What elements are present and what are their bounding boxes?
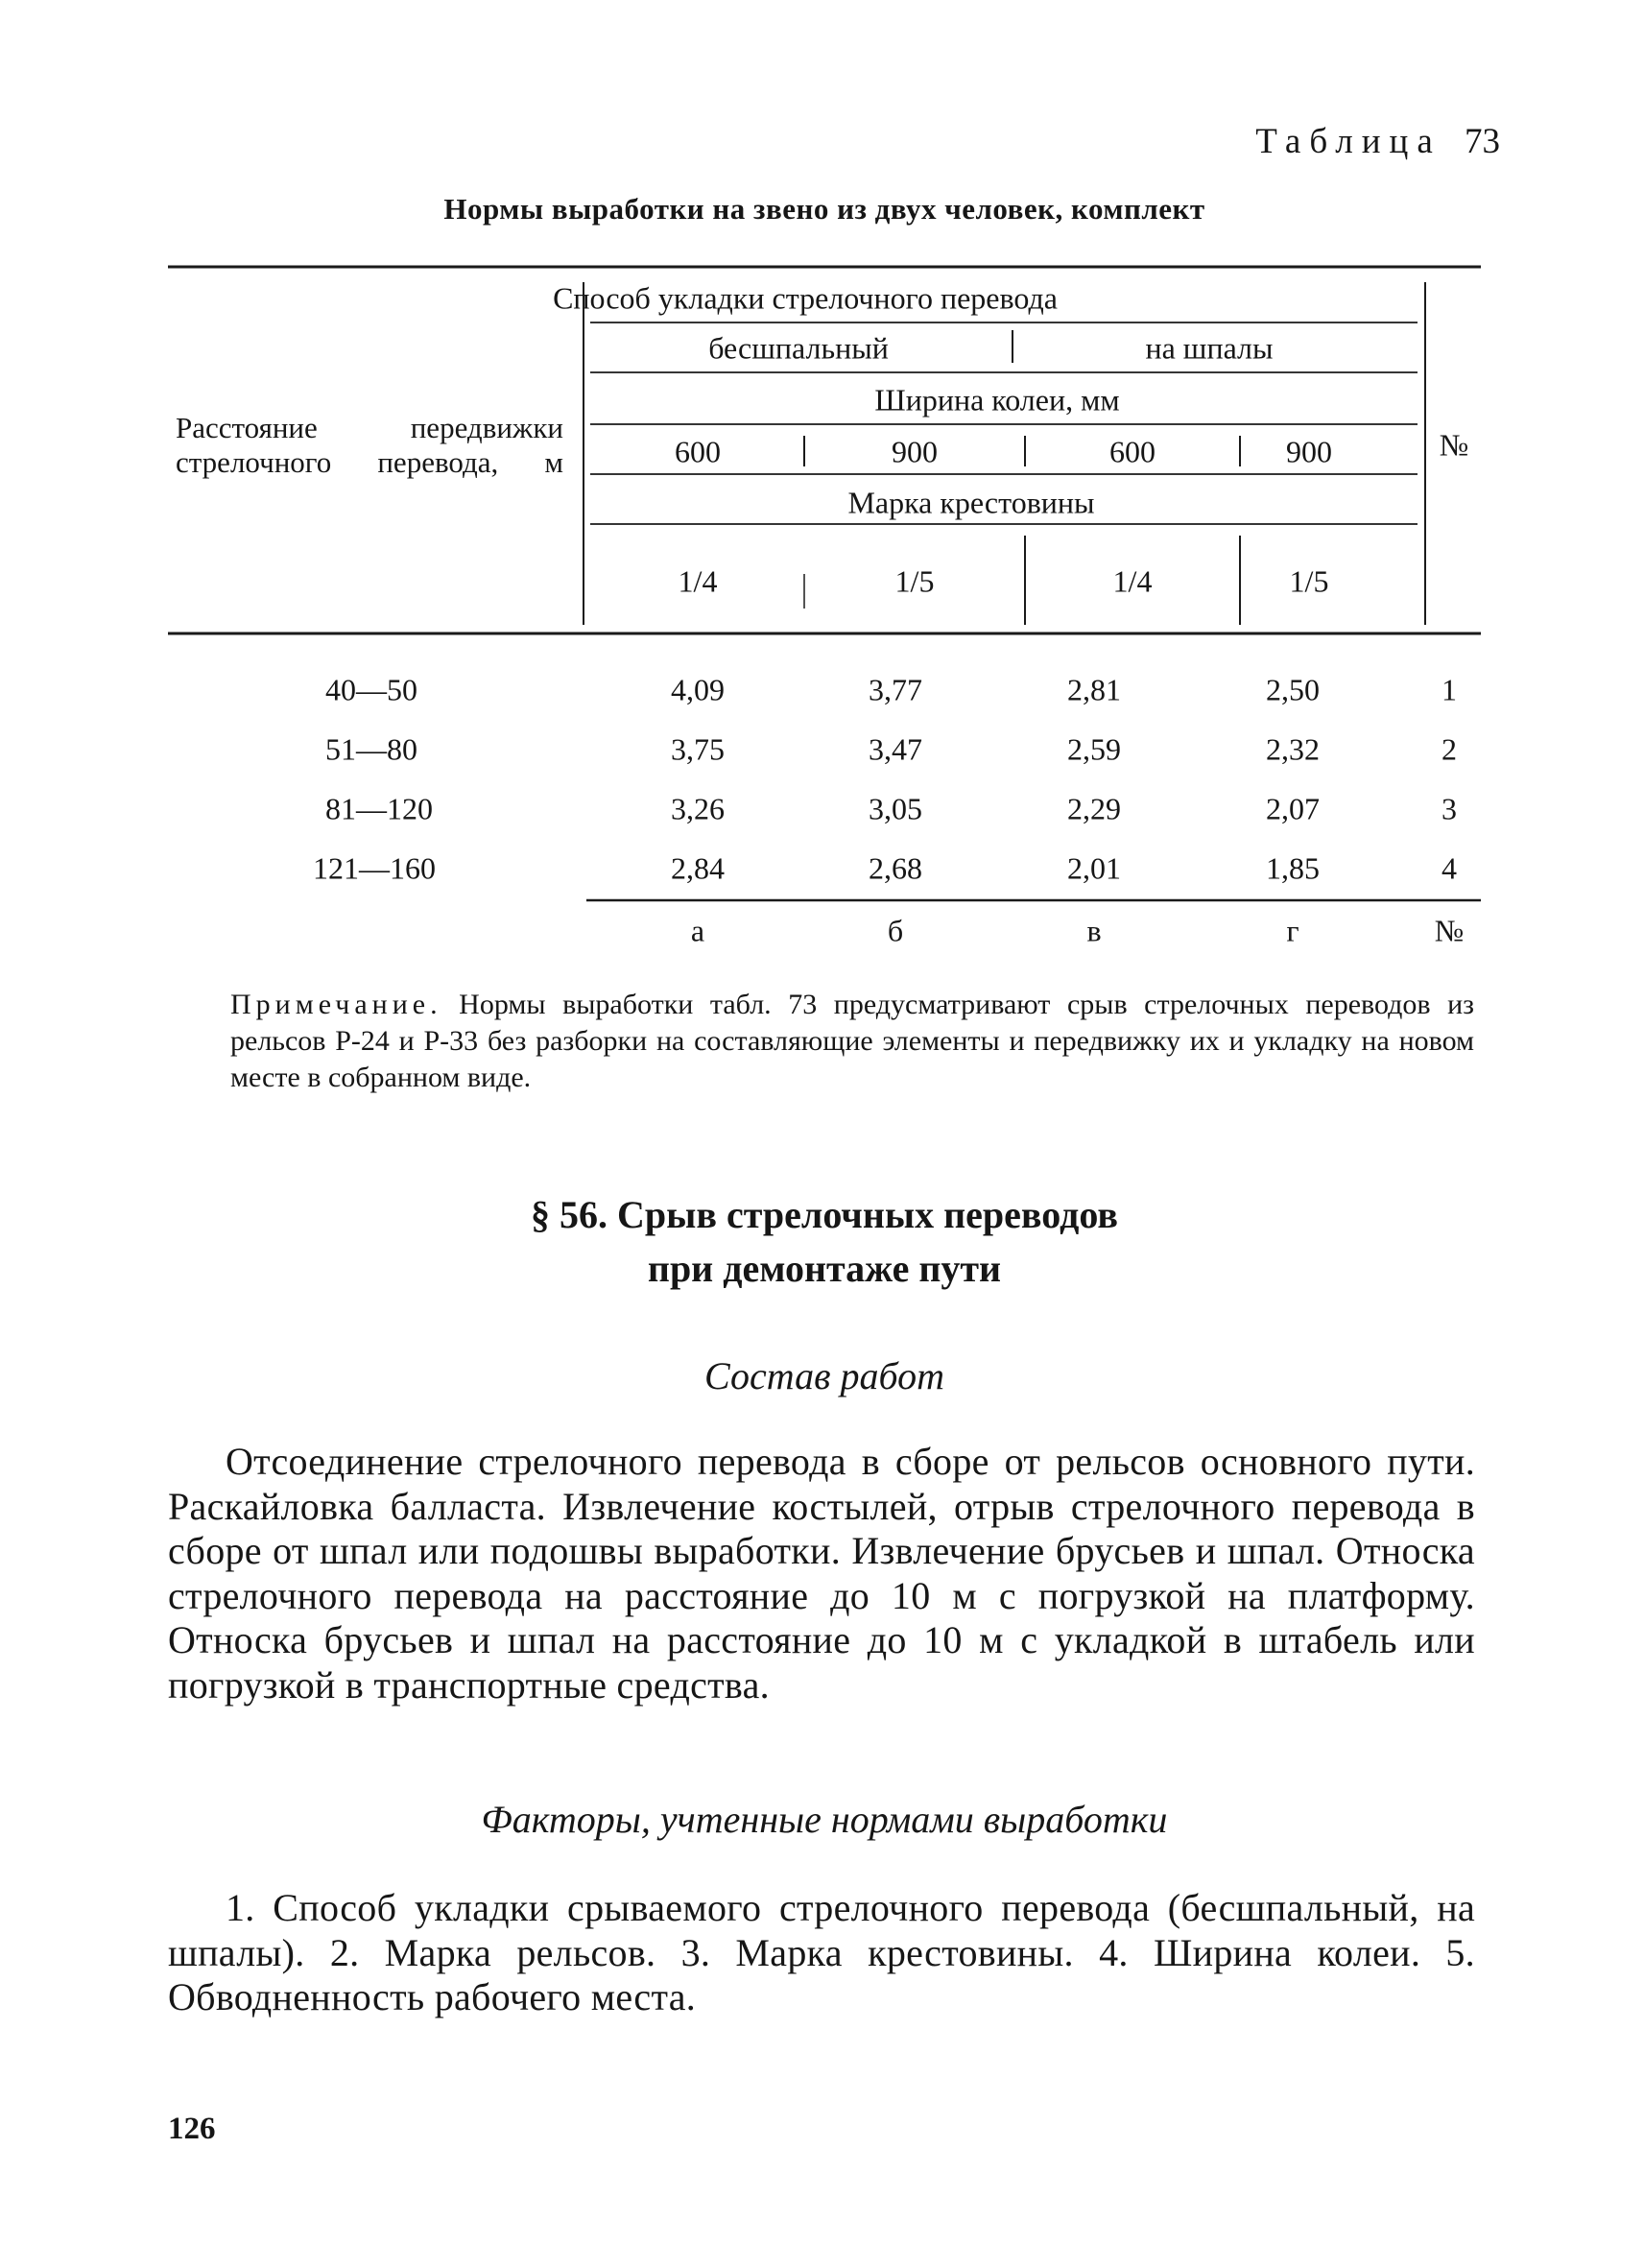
num-header: №	[1439, 427, 1469, 463]
row-2-num: 2	[1441, 731, 1457, 767]
table-number: 73	[1465, 122, 1500, 161]
subhead-factors: Факторы, учтенные нормами выработки	[481, 1798, 1168, 1841]
col-letter-b: б	[887, 913, 904, 948]
frog-2: 1/5	[894, 563, 935, 599]
work-composition-text: Отсоединение стрелочного перевода в сборе от рельсов основного пути. Раскайловка балласта. Извлечение костылей, отрыв стрелочного перевода в сборе от шпал или подошвы выработки. Извлечение брусьев и шпал. Относка стрелочного перевода на расстояние до 10 м с погрузкой на платформу. Относка брусьев и шпал на расстояние до 10 м с укладкой в штабель или погрузкой в транспортные средства.	[168, 1440, 1475, 1707]
row-4-range: 121—160	[313, 850, 436, 886]
note-label: Примечание.	[230, 989, 442, 1020]
row-2-a: 3,75	[671, 731, 725, 767]
row-1-b: 3,77	[869, 672, 922, 707]
gauge-4: 900	[1286, 434, 1332, 469]
col-letters-num: №	[1434, 913, 1465, 948]
row-2-c: 2,59	[1067, 731, 1121, 767]
frog-header: Марка крестовины	[847, 485, 1095, 520]
row-1-a: 4,09	[671, 672, 725, 707]
table-note	[230, 987, 1474, 1096]
row-1-range: 40—50	[325, 672, 417, 707]
page-number: 126	[168, 2112, 216, 2146]
row-2-b: 3,47	[869, 731, 922, 767]
row-3-num: 3	[1441, 791, 1457, 826]
row-1-num: 1	[1441, 672, 1457, 707]
method-header-2: на шпалы	[1145, 330, 1274, 366]
note-text: Нормы выработки табл. 73 предусматривают срыв стрелочных переводов из рельсов Р-24 и Р-33 без разборки на составляющие элементы и передвижку их и укладку на новом месте в собранном виде.	[230, 989, 1475, 1093]
gauge-2: 900	[892, 434, 938, 469]
table-label-text: Таблица	[1255, 122, 1441, 161]
row-1-d: 2,50	[1266, 672, 1320, 707]
row-2-d: 2,32	[1266, 731, 1320, 767]
gauge-1: 600	[675, 434, 721, 469]
col-letter-c: в	[1086, 913, 1102, 948]
section-title-line-2: при демонтаже пути	[647, 1247, 1002, 1290]
row-header: Расстояние передвижки стрелочного перевода, м	[176, 411, 563, 479]
table-caption: Нормы выработки на звено из двух человек, комплект	[443, 192, 1205, 226]
row-4-num: 4	[1441, 850, 1457, 886]
factors-text: 1. Способ укладки срываемого стрелочного перевода (бесшпальный, на шпалы). 2. Марка рельсов. 3. Марка крестовины. 4. Ширина колеи. 5. Обводненность рабочего места.	[168, 1886, 1475, 2018]
row-3-b: 3,05	[869, 791, 922, 826]
method-header-1: бесшпальный	[708, 330, 889, 366]
row-4-b: 2,68	[869, 850, 922, 886]
section-title-line-1: § 56. Срыв стрелочных переводов	[531, 1193, 1118, 1236]
row-4-d: 1,85	[1266, 850, 1320, 886]
gauge-header: Ширина колеи, мм	[874, 382, 1120, 418]
gauge-3: 600	[1109, 434, 1156, 469]
group-header: Способ укладки стрелочного перевода	[553, 280, 1058, 316]
row-1-c: 2,81	[1067, 672, 1121, 707]
row-4-c: 2,01	[1067, 850, 1121, 886]
table-label	[1255, 121, 1500, 162]
row-3-a: 3,26	[671, 791, 725, 826]
row-3-d: 2,07	[1266, 791, 1320, 826]
section-title	[168, 1188, 1481, 1296]
subhead-work-composition: Состав работ	[704, 1354, 944, 1397]
row-4-a: 2,84	[671, 850, 725, 886]
row-3-range: 81—120	[325, 791, 433, 826]
frog-3: 1/4	[1112, 563, 1153, 599]
norms-table	[168, 265, 1481, 975]
row-2-range: 51—80	[325, 731, 417, 767]
frog-1: 1/4	[678, 563, 718, 599]
frog-4: 1/5	[1289, 563, 1329, 599]
col-letter-a: а	[690, 913, 705, 948]
col-letter-d: г	[1286, 913, 1299, 948]
row-3-c: 2,29	[1067, 791, 1121, 826]
